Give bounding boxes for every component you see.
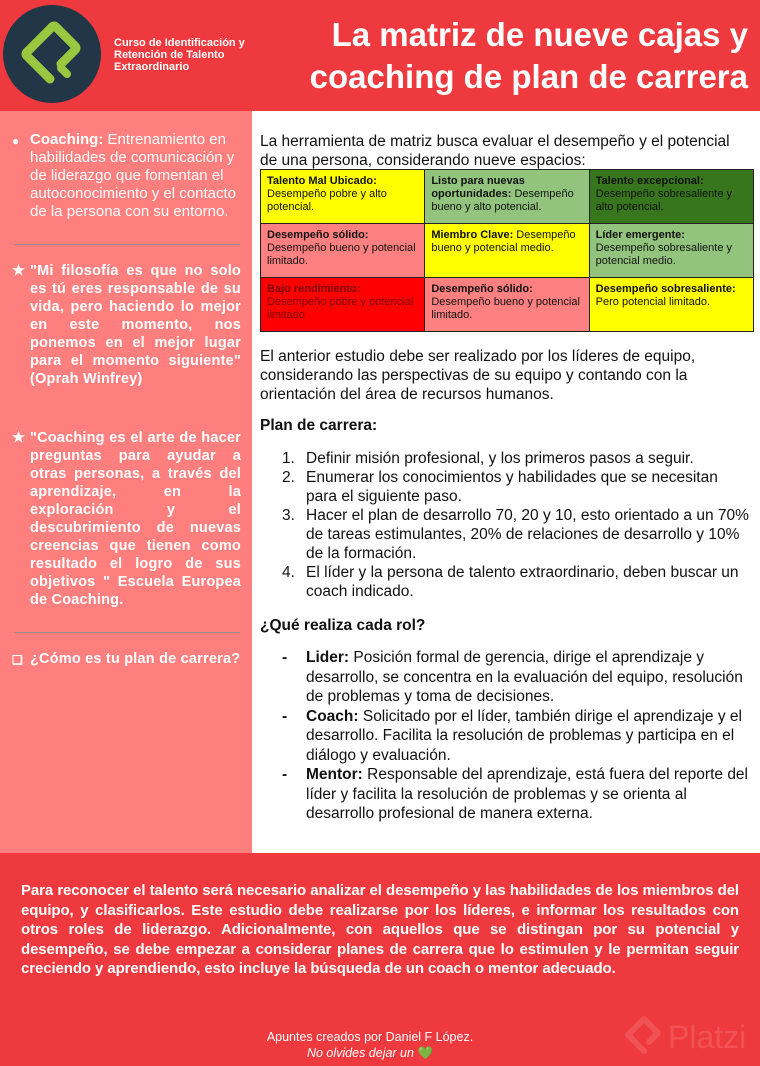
after-matrix-text: El anterior estudio debe ser realizado por los líderes de equipo, considerando las perspectivas de su equipo y contando con la orientación del área de recursos humanos. bbox=[260, 348, 696, 403]
credits-reminder bbox=[230, 1045, 510, 1061]
matrix-cell bbox=[261, 278, 425, 332]
matrix-cell bbox=[425, 170, 589, 224]
divider bbox=[14, 244, 240, 245]
coaching-term: Coaching: bbox=[30, 131, 104, 148]
role-text: Responsable del aprendizaje, está fuera del reporte del líder y facilita la resolución de problemas y se orienta al desarrollo profesional de manera externa. bbox=[306, 766, 748, 822]
matrix-row bbox=[261, 224, 754, 278]
cell-title: Talento excepcional: bbox=[595, 175, 704, 187]
plan-step bbox=[282, 506, 752, 563]
course-name: Curso de Identificación y Retención de Talento Extraordinario bbox=[114, 37, 245, 73]
reminder-text: No olvides dejar un bbox=[306, 1046, 414, 1060]
coaching-definition bbox=[12, 131, 241, 221]
career-plan-question bbox=[12, 650, 241, 668]
watermark-text: Platzi bbox=[668, 1019, 747, 1055]
nine-box-matrix bbox=[260, 169, 754, 332]
dash-icon: - bbox=[282, 649, 288, 666]
cell-text: Desempeño bueno y potencial medio. bbox=[431, 229, 576, 254]
quote-oprah bbox=[12, 262, 241, 388]
step-text: Definir misión profesional, y los primeros pasos a seguir. bbox=[306, 450, 694, 467]
credits bbox=[230, 1029, 510, 1061]
main-content bbox=[252, 111, 760, 853]
credits-author: Apuntes creados por Daniel F López. bbox=[266, 1030, 474, 1044]
header bbox=[0, 0, 760, 111]
step-number: 2. bbox=[282, 469, 295, 486]
quote-text: "Mi filosofía es que no solo es tú eres responsable de su vida, pero haciendo lo mejor en este momento, nos ponemos en el mejor lugar para el momento siguiente" (Oprah Winfrey) bbox=[30, 263, 241, 387]
platzi-watermark bbox=[622, 1013, 758, 1061]
role-text: Posición formal de gerencia, dirige el aprendizaje y desarrollo, se concentra en la evaluación del equipo, resolución de problemas y toma de decisiones. bbox=[306, 649, 743, 705]
step-number: 1. bbox=[282, 450, 295, 467]
bullet-icon: ● bbox=[12, 134, 20, 148]
cell-text: Desempeño bueno y potencial limitado. bbox=[431, 296, 580, 321]
matrix-cell bbox=[261, 170, 425, 224]
star-icon: ★ bbox=[12, 263, 26, 279]
cell-title: Desempeño sólido: bbox=[431, 283, 533, 295]
plan-heading: Plan de carrera: bbox=[260, 417, 378, 434]
role-text: Solicitado por el líder, también dirige el aprendizaje y el desarrollo. Facilita la resolución de problemas y participa en el diálogo y evaluación. bbox=[306, 707, 742, 764]
cell-text: Desempeño sobresaliente y potencial medio. bbox=[595, 242, 733, 267]
matrix-cell bbox=[589, 278, 753, 332]
dash-icon: - bbox=[282, 766, 288, 783]
cell-text: Desempeño bueno y alto potencial. bbox=[431, 188, 574, 213]
divider bbox=[14, 632, 240, 633]
step-number: 4. bbox=[282, 564, 295, 581]
role-term: Mentor: bbox=[306, 766, 363, 783]
cell-text: Desempeño pobre y potencial limitado bbox=[267, 296, 414, 321]
heart-icon: 💚 bbox=[417, 1046, 434, 1060]
roles-list bbox=[282, 648, 752, 824]
matrix-cell bbox=[589, 224, 753, 278]
platzi-watermark-icon bbox=[622, 1013, 666, 1061]
matrix-row bbox=[261, 170, 754, 224]
question-text: ¿Cómo es tu plan de carrera? bbox=[30, 651, 241, 667]
coaching-text: Entrenamiento en habilidades de comunicación y de liderazgo que fomentan el autoconocimiento y el contacto de la persona con su entorno. bbox=[30, 131, 236, 220]
matrix-cell bbox=[425, 224, 589, 278]
star-icon: ★ bbox=[12, 430, 26, 446]
checkbox-icon: ❑ bbox=[12, 653, 23, 667]
cell-title: Líder emergente: bbox=[595, 229, 685, 241]
step-text: Enumerar los conocimientos y habilidades que se necesitan para el siguiente paso. bbox=[306, 469, 718, 505]
step-text: El líder y la persona de talento extraordinario, deben buscar un coach indicado. bbox=[306, 564, 739, 600]
cell-text: Desempeño sobresaliente y alto potencial. bbox=[595, 188, 733, 213]
title-line-1: La matriz de nueve cajas y bbox=[331, 16, 748, 53]
step-text: Hacer el plan de desarrollo 70, 20 y 10, esto orientado a un 70% de tareas estimulantes, 20% de relaciones de desarrollo y 10% de la formación. bbox=[306, 507, 749, 562]
summary-text: Para reconocer el talento será necesario analizar el desempeño y las habilidades de los miembros del equipo, y clasificarlos. Este estudio debe realizarse por los líderes, e informar los resultados con otros roles de liderazgo. Adicionalmente, con aquellos que se distingan por su potencial y desempeño, se debe empezar a considerar planes de carrera que lo estimulen y le permitan seguir creciendo y aprendiendo, esto incluye la búsqueda de un coach o mentor adecuado. bbox=[21, 882, 739, 977]
cell-text: Desempeño bueno y potencial limitado. bbox=[267, 242, 416, 267]
cell-title: Desempeño sobresaliente: bbox=[595, 283, 736, 295]
plan-step bbox=[282, 563, 752, 601]
cell-text: Pero potencial limitado. bbox=[595, 296, 710, 308]
cell-title: Talento Mal Ubicado: bbox=[267, 175, 377, 187]
plan-step bbox=[282, 468, 752, 506]
role-term: Coach: bbox=[306, 707, 359, 725]
role-item-mentor bbox=[282, 765, 752, 824]
matrix-cell bbox=[261, 224, 425, 278]
cell-text: Desempeño pobre y alto potencial. bbox=[267, 188, 387, 213]
cell-title: Desempeño sólido: bbox=[267, 229, 369, 241]
role-item-coach bbox=[282, 707, 752, 766]
matrix-row bbox=[261, 278, 754, 332]
quote-escuela-europea bbox=[12, 429, 241, 609]
page-title bbox=[270, 14, 748, 98]
roles-heading: ¿Qué realiza cada rol? bbox=[260, 617, 426, 634]
plan-step bbox=[282, 449, 752, 468]
dash-icon: - bbox=[282, 707, 288, 725]
step-number: 3. bbox=[282, 507, 295, 524]
matrix-cell bbox=[425, 278, 589, 332]
intro-text: La herramienta de matriz busca evaluar el desempeño y el potencial de una persona, considerando nueve espacios: bbox=[260, 133, 730, 169]
cell-title: Listo para nuevas oportunidades: bbox=[431, 175, 525, 200]
cell-title: Miembro Clave: bbox=[431, 229, 514, 241]
role-term: Lider: bbox=[306, 649, 350, 666]
title-line-2: coaching de plan de carrera bbox=[309, 58, 748, 95]
matrix-cell bbox=[589, 170, 753, 224]
sidebar bbox=[0, 111, 252, 853]
quote-text: "Coaching es el arte de hacer preguntas para ayudar a otras personas, a través del aprendizaje, en la exploración y el descubrimiento de nuevas creencias que tienen como resultado el logro de sus objetivos " Escuela Europea de Coaching. bbox=[30, 430, 241, 608]
plan-steps-list bbox=[282, 449, 752, 601]
role-item-lider bbox=[282, 648, 752, 707]
platzi-logo-icon bbox=[3, 5, 101, 103]
cell-title: Bajo rendimiento: bbox=[267, 283, 361, 295]
footer bbox=[0, 853, 760, 1066]
